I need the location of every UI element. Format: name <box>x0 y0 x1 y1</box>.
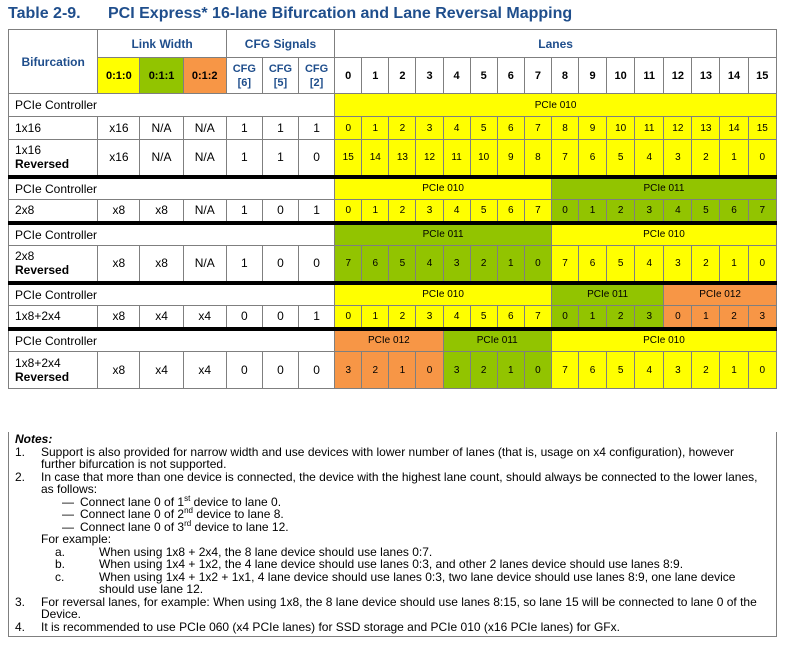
lane-cell: 0 <box>551 306 578 329</box>
lane-cell: 5 <box>607 140 635 177</box>
link-width-value: x8 <box>140 200 183 223</box>
lane-cell: 14 <box>720 117 748 140</box>
lane-cell: 8 <box>524 140 551 177</box>
cfg-value: 1 <box>226 200 262 223</box>
cfg-value: 1 <box>299 117 335 140</box>
cfg-value: 0 <box>262 352 298 389</box>
link-width-value: x4 <box>183 352 226 389</box>
example-a: a. When using 1x8 + 2x4, the 8 lane device should use lanes 0:7. <box>55 544 433 559</box>
lane-cell: 3 <box>416 117 443 140</box>
lane-header-6: 6 <box>497 58 524 94</box>
bifurcation-name: 1x8+2x4 <box>9 306 98 329</box>
lane-header-10: 10 <box>607 58 635 94</box>
lane-cell: 2 <box>389 306 416 329</box>
lane-cell: 1 <box>579 306 607 329</box>
lane-cell: 3 <box>335 352 362 389</box>
lanes-header: Lanes <box>335 30 777 58</box>
lane-cell: 2 <box>692 246 720 283</box>
cfg-col-5: CFG [5] <box>262 58 298 94</box>
lane-cell: 3 <box>664 352 692 389</box>
lane-cell: 5 <box>470 200 497 223</box>
controller-label: PCIe Controller <box>9 94 335 117</box>
lane-cell: 3 <box>443 246 470 283</box>
example-b: b. When using 1x4 + 1x2, the 4 lane device should use lanes 0:3, and other 2 lanes device should use lanes 8:9. <box>55 557 684 571</box>
lane-header-8: 8 <box>551 58 578 94</box>
lane-cell: 0 <box>551 200 578 223</box>
link-width-value: N/A <box>183 140 226 177</box>
lane-cell: 0 <box>335 306 362 329</box>
lane-cell: 6 <box>497 306 524 329</box>
bifurcation-name: 1x8+2x4 Reversed <box>9 352 98 389</box>
controller-segment: PCIe 010 <box>551 223 776 246</box>
lane-cell: 3 <box>664 140 692 177</box>
cfg-value: 1 <box>299 200 335 223</box>
link-width-value: N/A <box>183 246 226 283</box>
lane-cell: 1 <box>579 200 607 223</box>
link-width-value: x8 <box>98 352 140 389</box>
lane-cell: 3 <box>748 306 776 329</box>
lane-header-12: 12 <box>664 58 692 94</box>
cfg-signals-header: CFG Signals <box>226 30 334 58</box>
lane-cell: 4 <box>635 246 664 283</box>
lane-cell: 1 <box>692 306 720 329</box>
lane-cell: 4 <box>443 200 470 223</box>
lane-cell: 3 <box>635 306 664 329</box>
lane-cell: 13 <box>692 117 720 140</box>
cfg-value: 0 <box>226 352 262 389</box>
cfg-value: 0 <box>226 306 262 329</box>
lane-cell: 6 <box>720 200 748 223</box>
lane-cell: 7 <box>551 352 578 389</box>
lane-cell: 6 <box>579 140 607 177</box>
note-2: 2. In case that more than one device is connected, the device with the highest lane count, should always be connected to the lower lanes, as follows: <box>15 469 758 496</box>
lane-cell: 5 <box>607 246 635 283</box>
lane-cell: 7 <box>551 140 578 177</box>
cfg-value: 0 <box>299 140 335 177</box>
controller-segment: PCIe 010 <box>551 329 776 352</box>
lane-cell: 1 <box>362 117 389 140</box>
lane-cell: 5 <box>692 200 720 223</box>
table-row <box>9 306 777 329</box>
lane-cell: 3 <box>635 200 664 223</box>
link-width-value: N/A <box>183 200 226 223</box>
lane-cell: 5 <box>389 246 416 283</box>
lane-header-14: 14 <box>720 58 748 94</box>
lane-cell: 0 <box>748 140 776 177</box>
lane-cell: 6 <box>579 352 607 389</box>
cfg-value: 0 <box>299 352 335 389</box>
lane-cell: 3 <box>664 246 692 283</box>
link-width-value: N/A <box>183 117 226 140</box>
cfg-col-2: CFG [2] <box>299 58 335 94</box>
table-title <box>8 5 572 23</box>
lane-header-0: 0 <box>335 58 362 94</box>
lane-cell: 1 <box>497 246 524 283</box>
lane-cell: 4 <box>664 200 692 223</box>
controller-segment: PCIe 011 <box>551 177 776 200</box>
controller-segment: PCIe 012 <box>335 329 443 352</box>
note-2-sub-1: — Connect lane 0 of 1st device to lane 0. <box>62 493 282 509</box>
lane-cell: 9 <box>579 117 607 140</box>
lane-cell: 5 <box>607 352 635 389</box>
lane-cell: 11 <box>443 140 470 177</box>
example-c: c. When using 1x4 + 1x2 + 1x1, 4 lane device should use lanes 0:3, two lane device should use lanes 8:9, one lane device should use lane 12. <box>55 569 736 596</box>
lw-col-0: 0:1:0 <box>98 58 140 94</box>
lane-cell: 13 <box>389 140 416 177</box>
link-width-value: x16 <box>98 140 140 177</box>
lane-cell: 2 <box>720 306 748 329</box>
lane-cell: 5 <box>470 117 497 140</box>
lane-cell: 12 <box>664 117 692 140</box>
notes-heading: Notes: <box>15 432 53 446</box>
bifurcation-name: 1x16 <box>9 117 98 140</box>
link-width-header: Link Width <box>98 30 226 58</box>
controller-segment: PCIe 010 <box>335 177 552 200</box>
lane-cell: 3 <box>416 200 443 223</box>
lane-cell: 6 <box>579 246 607 283</box>
controller-segment: PCIe 010 <box>335 94 777 117</box>
lane-cell: 15 <box>335 140 362 177</box>
lane-cell: 0 <box>335 200 362 223</box>
cfg-value: 1 <box>299 306 335 329</box>
controller-segment: PCIe 011 <box>443 329 551 352</box>
lane-header-13: 13 <box>692 58 720 94</box>
lane-cell: 0 <box>335 117 362 140</box>
lane-cell: 6 <box>497 200 524 223</box>
lane-cell: 1 <box>389 352 416 389</box>
lane-cell: 0 <box>748 352 776 389</box>
controller-segment: PCIe 011 <box>335 223 552 246</box>
lane-cell: 5 <box>470 306 497 329</box>
link-width-value: N/A <box>140 117 183 140</box>
bifurcation-name: 1x16 Reversed <box>9 140 98 177</box>
controller-segment: PCIe 011 <box>551 283 663 306</box>
lane-cell: 4 <box>635 352 664 389</box>
lane-cell: 1 <box>720 352 748 389</box>
cfg-value: 1 <box>226 140 262 177</box>
lane-cell: 4 <box>443 306 470 329</box>
lane-cell: 8 <box>551 117 578 140</box>
lane-cell: 7 <box>524 200 551 223</box>
lane-cell: 10 <box>607 117 635 140</box>
lane-cell: 0 <box>416 352 443 389</box>
lane-cell: 2 <box>470 352 497 389</box>
lane-cell: 1 <box>720 246 748 283</box>
link-width-value: x4 <box>140 352 183 389</box>
cfg-value: 1 <box>262 117 298 140</box>
link-width-value: x4 <box>183 306 226 329</box>
note-1: 1. Support is also provided for narrow width and use devices with lower number of lanes (that is, usage on x4 configuration), however further bifurcation is not supported. <box>15 444 735 471</box>
note-2-sub-3: — Connect lane 0 of 3rd device to lane 12. <box>62 518 289 534</box>
lane-cell: 7 <box>551 246 578 283</box>
lane-cell: 1 <box>362 306 389 329</box>
table-row <box>9 352 777 389</box>
lane-header-3: 3 <box>416 58 443 94</box>
lane-cell: 1 <box>497 352 524 389</box>
table-row <box>9 140 777 177</box>
bifurcation-name: 2x8 Reversed <box>9 246 98 283</box>
controller-label: PCIe Controller <box>9 223 335 246</box>
lane-cell: 7 <box>524 117 551 140</box>
for-example-label: For example: <box>41 532 112 546</box>
table-row <box>9 200 777 223</box>
cfg-col-6: CFG [6] <box>226 58 262 94</box>
lane-header-4: 4 <box>443 58 470 94</box>
lane-cell: 7 <box>335 246 362 283</box>
notes-section <box>8 432 777 637</box>
note-2-sub-2: — Connect lane 0 of 2nd device to lane 8. <box>62 506 284 521</box>
lane-cell: 6 <box>362 246 389 283</box>
cfg-value: 0 <box>262 306 298 329</box>
lane-cell: 10 <box>470 140 497 177</box>
cfg-value: 0 <box>262 200 298 223</box>
lane-cell: 4 <box>416 246 443 283</box>
lane-header-11: 11 <box>635 58 664 94</box>
lane-cell: 3 <box>443 352 470 389</box>
lane-cell: 0 <box>524 352 551 389</box>
controller-label: PCIe Controller <box>9 283 335 306</box>
link-width-value: x16 <box>98 117 140 140</box>
lane-cell: 2 <box>692 352 720 389</box>
controller-label: PCIe Controller <box>9 329 335 352</box>
lw-col-1: 0:1:1 <box>140 58 183 94</box>
lane-cell: 1 <box>362 200 389 223</box>
cfg-value: 1 <box>226 246 262 283</box>
lane-cell: 2 <box>389 117 416 140</box>
lane-cell: 2 <box>389 200 416 223</box>
lane-cell: 11 <box>635 117 664 140</box>
table-row <box>9 246 777 283</box>
lane-cell: 15 <box>748 117 776 140</box>
lane-cell: 2 <box>607 306 635 329</box>
lane-header-7: 7 <box>524 58 551 94</box>
lane-cell: 2 <box>692 140 720 177</box>
lane-cell: 7 <box>748 200 776 223</box>
link-width-value: x8 <box>98 246 140 283</box>
note-4: 4. It is recommended to use PCIe 060 (x4 PCIe lanes) for SSD storage and PCIe 010 (x16 PCIe lanes) for GFx. <box>15 619 620 634</box>
lane-cell: 12 <box>416 140 443 177</box>
link-width-value: x8 <box>98 306 140 329</box>
lane-header-15: 15 <box>748 58 776 94</box>
table-row <box>9 117 777 140</box>
lane-cell: 1 <box>720 140 748 177</box>
lane-cell: 14 <box>362 140 389 177</box>
lw-col-2: 0:1:2 <box>183 58 226 94</box>
controller-segment: PCIe 012 <box>664 283 777 306</box>
controller-label: PCIe Controller <box>9 177 335 200</box>
lane-header-1: 1 <box>362 58 389 94</box>
cfg-value: 0 <box>262 246 298 283</box>
lane-cell: 0 <box>748 246 776 283</box>
link-width-value: x8 <box>98 200 140 223</box>
cfg-value: 1 <box>262 140 298 177</box>
link-width-value: x8 <box>140 246 183 283</box>
lane-header-2: 2 <box>389 58 416 94</box>
lane-cell: 2 <box>470 246 497 283</box>
link-width-value: x4 <box>140 306 183 329</box>
cfg-value: 1 <box>226 117 262 140</box>
lane-cell: 6 <box>497 117 524 140</box>
table-number: Table 2-9. <box>8 5 81 22</box>
lane-header-9: 9 <box>579 58 607 94</box>
lane-cell: 0 <box>664 306 692 329</box>
lane-cell: 7 <box>524 306 551 329</box>
link-width-value: N/A <box>140 140 183 177</box>
lane-cell: 2 <box>362 352 389 389</box>
lane-cell: 0 <box>524 246 551 283</box>
bifurcation-header: Bifurcation <box>9 30 98 94</box>
cfg-value: 0 <box>299 246 335 283</box>
note-3: 3. For reversal lanes, for example: When using 1x8, the 8 lane device should use lanes 8:15, so lane 15 will be connected to lane 0 of the Device. <box>15 594 757 621</box>
lane-header-5: 5 <box>470 58 497 94</box>
bifurcation-name: 2x8 <box>9 200 98 223</box>
lane-cell: 4 <box>635 140 664 177</box>
lane-cell: 3 <box>416 306 443 329</box>
table-caption: PCI Express* 16-lane Bifurcation and Lane Reversal Mapping <box>108 5 573 22</box>
controller-segment: PCIe 010 <box>335 283 552 306</box>
lane-cell: 9 <box>497 140 524 177</box>
bifurcation-table <box>8 29 777 389</box>
lane-cell: 4 <box>443 117 470 140</box>
lane-cell: 2 <box>607 200 635 223</box>
